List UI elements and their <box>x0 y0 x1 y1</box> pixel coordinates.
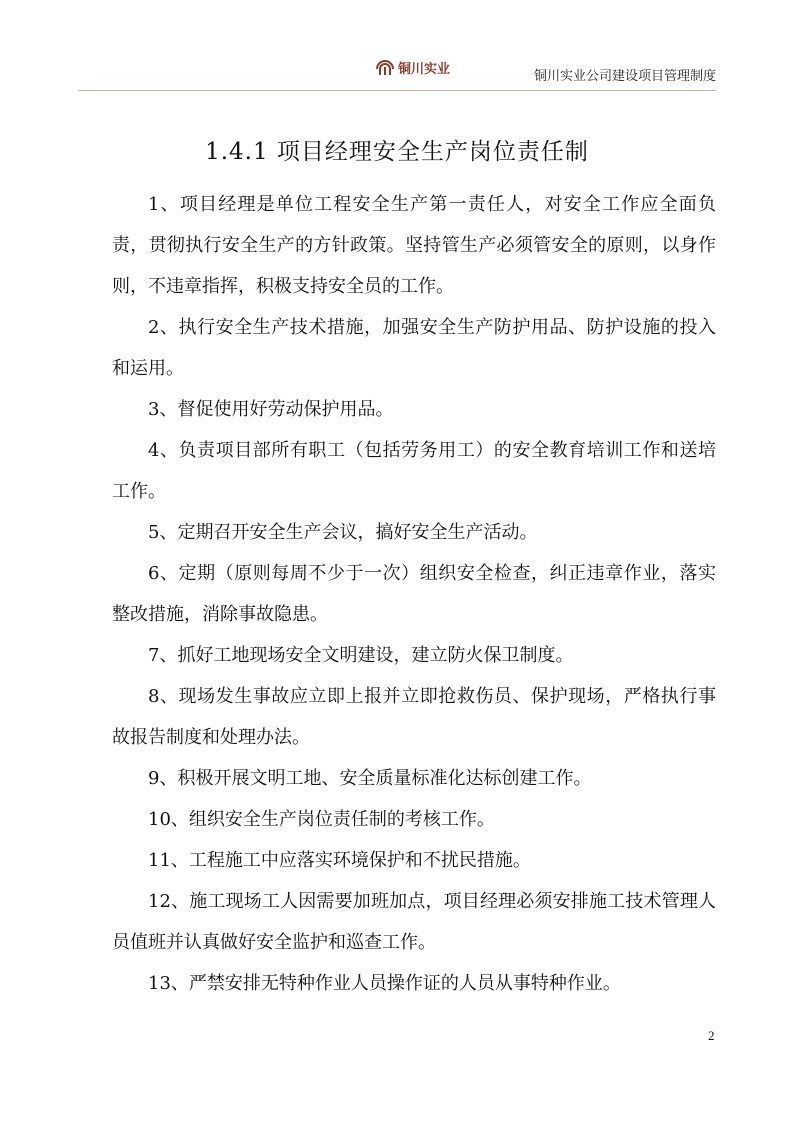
paragraph: 7、抓好工地现场安全文明建设，建立防火保卫制度。 <box>148 645 574 666</box>
paragraph: 12、施工现场工人因需要加班加点，项目经理必须安排施工技术管理人员值班并认真做好安全监护和巡查工作。 <box>112 891 716 953</box>
paragraph: 4、负责项目部所有职工（包括劳务用工）的安全教育培训工作和送培工作。 <box>112 440 716 502</box>
body-content <box>112 184 716 1004</box>
document-header-title: 铜川实业公司建设项目管理制度 <box>533 69 716 84</box>
logo <box>375 57 450 77</box>
paragraph: 11、工程施工中应落实环境保护和不扰民措施。 <box>148 850 531 871</box>
paragraph: 2、执行安全生产技术措施，加强安全生产防护用品、防护设施的投入和运用。 <box>112 317 716 379</box>
header-divider <box>78 90 716 91</box>
paragraph: 10、组织安全生产岗位责任制的考核工作。 <box>148 809 495 830</box>
paragraph: 3、督促使用好劳动保护用品。 <box>148 399 394 420</box>
paragraph: 6、定期（原则每周不少于一次）组织安全检查，纠正违章作业，落实整改措施，消除事故隐患。 <box>112 563 716 625</box>
paragraph: 5、定期召开安全生产会议，搞好安全生产活动。 <box>148 522 538 543</box>
paragraph: 1、项目经理是单位工程安全生产第一责任人，对安全工作应全面负责，贯彻执行安全生产的方针政策。坚持管生产必须管安全的原则，以身作则，不违章指挥，积极支持安全员的工作。 <box>112 194 716 297</box>
page-number: 2 <box>708 1028 715 1043</box>
paragraph: 8、现场发生事故应立即上报并立即抢救伤员、保护现场，严格执行事故报告制度和处理办法。 <box>112 686 716 748</box>
paragraph: 13、严禁安排无特种作业人员操作证的人员从事特种作业。 <box>148 973 621 994</box>
paragraph: 9、积极开展文明工地、安全质量标准化达标创建工作。 <box>148 768 592 789</box>
section-title: 1.4.1 项目经理安全生产岗位责任制 <box>205 139 589 165</box>
company-logo-icon <box>375 57 395 77</box>
logo-text: 铜川实业 <box>398 61 451 77</box>
